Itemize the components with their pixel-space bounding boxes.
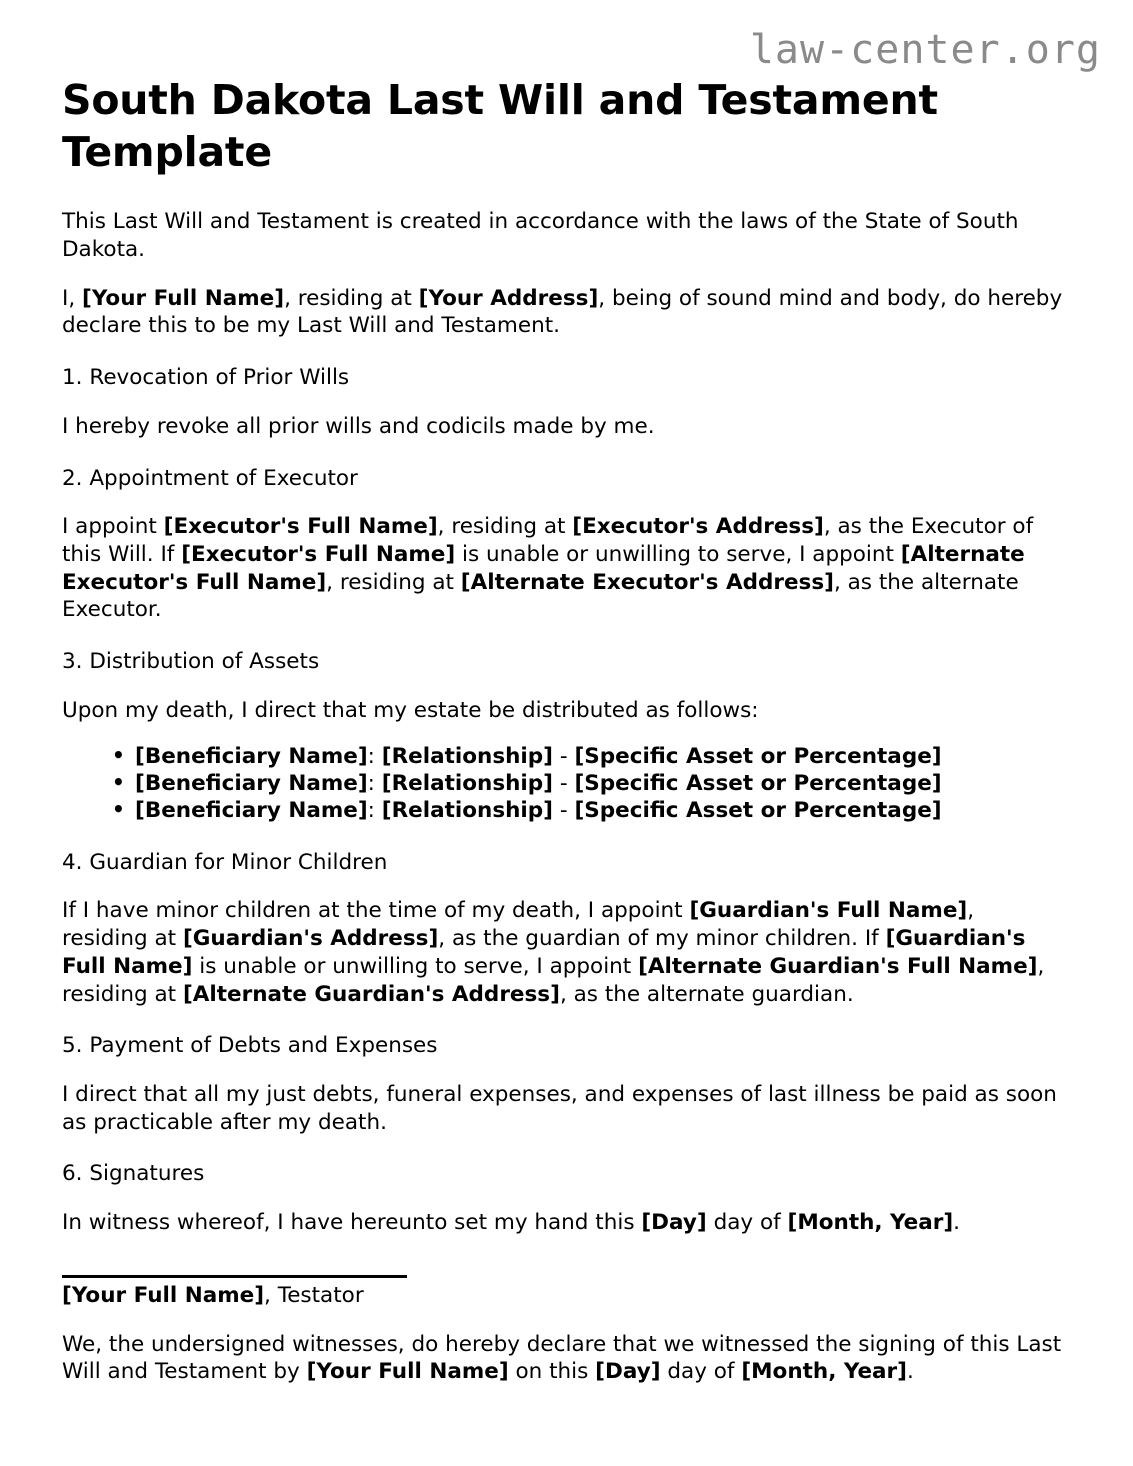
month-year-placeholder: [Month, Year] xyxy=(787,1210,954,1236)
s2-text-3: , as the Executor of this Will. If xyxy=(62,514,1034,567)
section-heading-1: 1. Revocation of Prior Wills xyxy=(62,365,350,391)
alternate-guardian-name-placeholder: [Alternate Guardian's Full Name] xyxy=(638,953,1038,979)
beneficiary-relationship-placeholder: [Relationship] xyxy=(381,743,554,769)
witness-testator-name-placeholder: [Your Full Name] xyxy=(306,1359,509,1385)
s4-text-5: , residing at xyxy=(62,953,1045,1007)
witness-day-placeholder: [Day] xyxy=(595,1359,661,1385)
beneficiary-relationship-placeholder: [Relationship] xyxy=(381,798,554,824)
section-heading-6: 6. Signatures xyxy=(62,1161,205,1187)
site-watermark: law-center.org xyxy=(749,27,1101,73)
section-4-body xyxy=(62,876,1065,1008)
beneficiary-asset-placeholder: [Specific Asset or Percentage] xyxy=(574,770,942,796)
signature-line xyxy=(62,1275,407,1278)
signature-caption xyxy=(62,1282,1065,1310)
executor-name-placeholder: [Executor's Full Name] xyxy=(163,514,438,540)
s2-text-5: , residing at xyxy=(326,569,461,595)
beneficiary-separator-1: : xyxy=(367,770,382,796)
declaration-paragraph xyxy=(62,264,1065,340)
beneficiary-name-placeholder: [Beneficiary Name] xyxy=(135,743,368,769)
witness-declaration-text-1: We, the undersigned witnesses, do hereby declare that we witnessed the signing of this Last Will and Testament by xyxy=(62,1331,1062,1385)
s2-text-1: I appoint xyxy=(62,514,164,540)
beneficiary-separator-2: - xyxy=(553,798,575,824)
list-item xyxy=(135,770,1065,797)
signature-role-label: , Testator xyxy=(264,1282,364,1308)
s4-text-1: If I have minor children at the time of my death, I appoint xyxy=(62,898,690,924)
beneficiary-separator-1: : xyxy=(367,798,382,824)
list-item xyxy=(135,743,1065,770)
s4-text-4: is unable or unwilling to serve, I appoint xyxy=(192,953,639,979)
section-heading-2: 2. Appointment of Executor xyxy=(62,465,358,491)
section-heading-4: 4. Guardian for Minor Children xyxy=(62,849,388,875)
guardian-name-placeholder: [Guardian's Full Name] xyxy=(689,898,968,924)
testator-address-placeholder: [Your Address] xyxy=(418,285,599,311)
s4-text-6: , as the alternate guardian. xyxy=(559,981,854,1007)
list-item xyxy=(135,797,1065,824)
s4-text-2: , residing at xyxy=(62,898,975,952)
alternate-executor-address-placeholder: [Alternate Executor's Address] xyxy=(460,569,834,595)
s4-text-3: , as the guardian of my minor children. If xyxy=(438,926,886,952)
guardian-name-placeholder-2: [Guardian's Full Name] xyxy=(62,926,1026,979)
witness-clause-text-1: In witness whereof, I have hereunto set my hand this xyxy=(62,1210,642,1236)
declaration-prefix: I, xyxy=(62,285,83,311)
declaration-suffix: , being of sound mind and body, do hereby declare this to be my Last Will and Testament. xyxy=(62,285,1063,339)
witness-clause-paragraph xyxy=(62,1188,1065,1237)
page-title: South Dakota Last Will and Testament Template xyxy=(62,76,938,177)
executor-address-placeholder: [Executor's Address] xyxy=(572,514,824,540)
testator-name-placeholder: [Your Full Name] xyxy=(82,285,285,311)
witness-declaration-text-2: on this xyxy=(508,1359,596,1385)
section-5-body: I direct that all my just debts, funeral expenses, and expenses of last illness be paid as soon as practicable after my death. xyxy=(62,1081,1057,1135)
beneficiary-relationship-placeholder: [Relationship] xyxy=(381,770,554,796)
witness-declaration-paragraph xyxy=(62,1310,1065,1386)
alternate-guardian-address-placeholder: [Alternate Guardian's Address] xyxy=(182,981,560,1007)
signature-name-placeholder: [Your Full Name] xyxy=(62,1282,265,1308)
witness-clause-text-2: day of xyxy=(706,1210,788,1236)
beneficiary-separator-1: : xyxy=(367,743,382,769)
guardian-address-placeholder: [Guardian's Address] xyxy=(182,926,439,952)
beneficiary-asset-placeholder: [Specific Asset or Percentage] xyxy=(574,798,942,824)
section-1-body: I hereby revoke all prior wills and codicils made by me. xyxy=(62,413,655,439)
section-heading-3: 3. Distribution of Assets xyxy=(62,649,320,675)
witness-declaration-text-3: day of xyxy=(660,1359,742,1385)
executor-name-placeholder-2: [Executor's Full Name] xyxy=(181,542,456,567)
beneficiary-list xyxy=(62,725,1065,825)
day-placeholder: [Day] xyxy=(641,1210,707,1236)
witness-declaration-text-4: . xyxy=(906,1359,914,1385)
beneficiary-separator-2: - xyxy=(553,770,575,796)
beneficiary-asset-placeholder: [Specific Asset or Percentage] xyxy=(574,743,942,769)
alternate-executor-name-placeholder: [Alternate Executor's Full Name] xyxy=(62,542,1025,595)
section-2-body xyxy=(62,492,1065,624)
s2-text-2: , residing at xyxy=(437,514,573,540)
witness-clause-text-3: . xyxy=(953,1210,961,1236)
signature-block xyxy=(62,1237,1065,1310)
section-3-body: Upon my death, I direct that my estate be distributed as follows: xyxy=(62,697,759,723)
intro-paragraph xyxy=(62,178,1065,263)
s2-text-4: is unable or unwilling to serve, I appoint xyxy=(455,542,901,567)
declaration-mid-1: , residing at xyxy=(284,285,419,311)
beneficiary-name-placeholder: [Beneficiary Name] xyxy=(135,798,368,824)
intro-text: This Last Will and Testament is created in accordance with the laws of the State of South Dakota. xyxy=(62,209,1019,262)
s2-text-6: , as the alternate Executor. xyxy=(62,569,1019,623)
beneficiary-name-placeholder: [Beneficiary Name] xyxy=(135,770,368,796)
section-heading-5: 5. Payment of Debts and Expenses xyxy=(62,1033,438,1059)
beneficiary-separator-2: - xyxy=(553,743,575,769)
witness-month-year-placeholder: [Month, Year] xyxy=(741,1359,907,1385)
